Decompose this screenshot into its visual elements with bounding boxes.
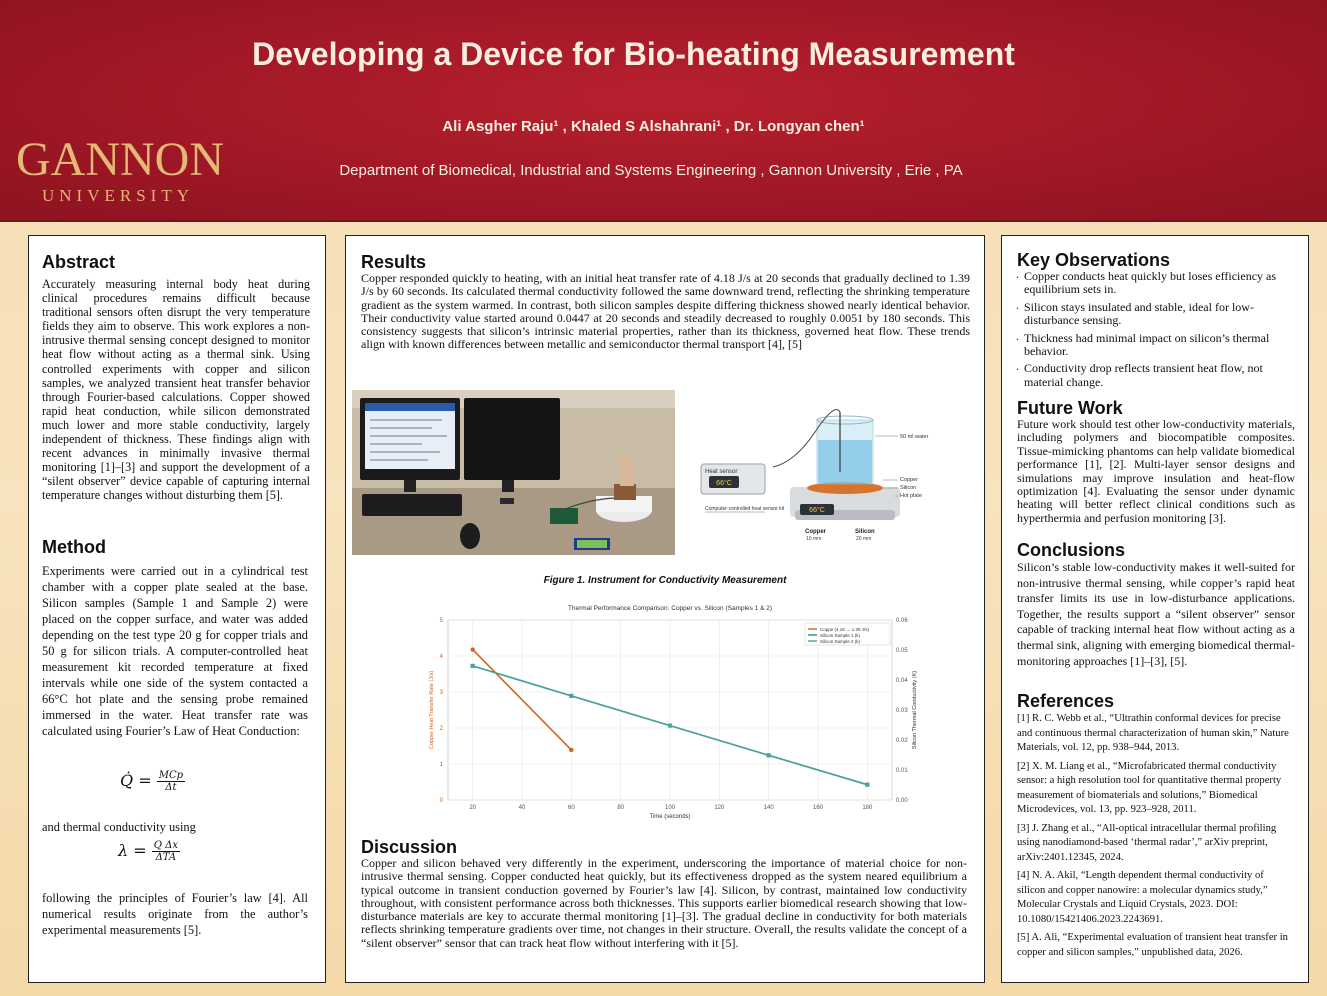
x-tick-label: 160 bbox=[812, 805, 824, 811]
y-tick-label: 1 bbox=[439, 762, 443, 768]
method-end-text: following the principles of Fourier’s law [4]. All numerical results originate from the author’s experimental measurements [5]. bbox=[42, 891, 308, 937]
abstract-text: Accurately measuring internal body heat during clinical procedures remains difficult because traditional sensors often disrupt the very temperature fields they aim to observe. This work explores a non-intrusive thermal sensing concept designed to monitor heat flow without acting as a thermal sink. Using controlled experiments with copper and silicon samples, we analyzed transient heat transfer behavior through Fourier-based calculations. Copper showed rapid heat conduction, while silicon demonstrated much lower and more stable conductivity, largely independent of thickness. These findings align with recent advances in minimally invasive thermal monitoring [1]–[3] and support the development of a “silent observer” device capable of capturing internal temperature changes without disturbing them [5]. bbox=[42, 277, 310, 503]
reference-item: [4] N. A. Akil, “Length dependent thermal conductivity of silicon and copper nanowire: a molecular dynamics study,” Molecular Crystals and Liquid Crystals, 2023. DOI: 10.1080/15421406.2023.2243691. bbox=[1017, 870, 1268, 925]
discussion-heading: Discussion bbox=[361, 837, 458, 857]
conductivity-equation bbox=[118, 840, 180, 863]
observation-item: . Silicon stays insulated and stable, ideal for low-disturbance sensing. bbox=[1016, 301, 1292, 328]
reference-item: [5] A. Ali, “Experimental evaluation of transient heat transfer in copper and silicon samples,” unpublished data, 2026. bbox=[1017, 932, 1288, 958]
conclusions-heading: Conclusions bbox=[1017, 540, 1126, 560]
heat-rate-fraction bbox=[157, 770, 185, 793]
data-point bbox=[569, 694, 573, 698]
x-tick-label: 60 bbox=[567, 805, 575, 811]
x-axis-label: Time (seconds) bbox=[649, 814, 691, 820]
instrument-diagram-svg bbox=[695, 392, 970, 554]
conductivity-fraction bbox=[152, 840, 180, 863]
y2-tick-label: 0.06 bbox=[896, 618, 908, 624]
reference-item: [3] J. Zhang et al., “All-optical intracellular thermal profiling using nanodiamond-based ‘thermal radar’,” arXiv preprint, arXiv:2401.12345, 2024. bbox=[1017, 822, 1277, 863]
y-tick-label: 0 bbox=[439, 798, 443, 804]
conductivity-equation-lhs: λ = bbox=[118, 841, 147, 860]
y-axis-label: Copper Heat Transfer Rate (J/s) bbox=[429, 670, 435, 750]
kit-label: Computer-controlled heat sensor kit bbox=[705, 506, 785, 512]
data-point bbox=[569, 748, 573, 752]
sensor-temp-display: 66°C bbox=[716, 480, 732, 487]
y2-tick-label: 0.05 bbox=[896, 648, 908, 654]
y-tick-label: 4 bbox=[439, 654, 443, 660]
lab-setup-photo bbox=[352, 390, 675, 555]
heat-rate-denominator: Δt bbox=[165, 782, 177, 793]
method-mid-text: and thermal conductivity using bbox=[42, 820, 196, 834]
x-tick-label: 140 bbox=[763, 805, 774, 811]
y2-tick-label: 0.03 bbox=[896, 708, 908, 714]
references-heading: References bbox=[1017, 691, 1115, 711]
legend-entry: Coppe (4.18 → 1.39 J/s) bbox=[820, 626, 870, 632]
plate-temp-display: 66°C bbox=[809, 507, 825, 514]
poster-department: Department of Biomedical, Industrial and Systems Engineering , Gannon University , Erie , PA bbox=[339, 162, 963, 179]
heat-rate-equation-lhs: Q̇ = bbox=[120, 771, 152, 790]
poster-title: Developing a Device for Bio-heating Measurement bbox=[252, 36, 1015, 72]
silicon-sample-label: Silicon bbox=[855, 529, 875, 535]
y2-axis-label: Silicon Thermal Conductivity (K) bbox=[912, 670, 918, 750]
heat-rate-numerator: MCp bbox=[158, 770, 183, 781]
university-logo-wordmark: GANNON bbox=[16, 133, 224, 186]
data-point bbox=[865, 783, 869, 787]
x-tick-label: 20 bbox=[469, 805, 477, 811]
copper-thickness: 10 mm bbox=[806, 536, 822, 542]
university-logo-subtitle: UNIVERSITY bbox=[42, 186, 194, 205]
thermal-performance-chart bbox=[420, 600, 920, 822]
data-point bbox=[470, 647, 474, 651]
abstract-heading: Abstract bbox=[42, 252, 116, 272]
y2-tick-label: 0.02 bbox=[896, 738, 908, 744]
key-observations-heading: Key Observations bbox=[1017, 250, 1171, 270]
y-tick-label: 2 bbox=[439, 726, 443, 732]
conclusions-text: Silicon’s stable low-conductivity makes it well-suited for non-intrusive thermal sensing, while copper’s rapid heat transfer limits its use in low-disturbance applications. Together, the results support a “silent observer” sensor capable of tracking internal heat flow without acting as a thermal sink, aligning with emerging biomedical thermal-monitoring approaches [1]–[3], [5]. bbox=[1017, 560, 1295, 668]
results-heading: Results bbox=[361, 252, 427, 272]
reference-item: [2] X. M. Liang et al., “Microfabricated thermal conductivity sensor: a high resolution tool for quantitative thermal property measurement of biomaterials and solutions,” Biomedical Microdevices, vol. 13, pp. 923–928, 2011. bbox=[1017, 760, 1282, 815]
silicon-thickness: 20 mm bbox=[856, 536, 872, 542]
conductivity-denominator: ΔTA bbox=[155, 852, 177, 863]
y2-tick-label: 0.00 bbox=[896, 798, 908, 804]
data-point bbox=[471, 664, 475, 668]
chart-title: Thermal Performance Comparison: Copper vs. Silicon (Samples 1 & 2) bbox=[567, 605, 773, 612]
x-tick-label: 40 bbox=[518, 805, 526, 811]
lab-setup-illustration bbox=[352, 390, 675, 555]
future-work-text: Future work should test other low-conductivity materials, including polymers and biocompatible composites. Tissue-mimicking phantoms can help validate biomedical performance [1], [2]. Multi-layer sensor designs and simulations may improve insulation and heat-flow optimization [4]. Evaluating the sensor under dynamic heating will better reflect clinical conditions such as hyperthermia and perfusion monitoring [3]. bbox=[1017, 417, 1295, 525]
results-text: Copper responded quickly to heating, with an initial heat transfer rate of 4.18 J/s at 20 seconds that gradually declined to 1.39 J/s by 60 seconds. Its calculated thermal conductivity followed the same downward trend, reflecting the shrinking temperature gradient as the system warmed. In contrast, both silicon samples despite differing thickness showed nearly identical behavior. Their conductivity value started around 0.0447 at 20 seconds and steadily decreased to roughly 0.0051 by 180 seconds. This consistency suggests that silicon’s intrinsic material properties, rather than its thickness, governed heat flow. These trends align with known differences between metallic and semiconductor thermal transport [4], [5] bbox=[361, 271, 970, 352]
method-heading: Method bbox=[42, 537, 106, 557]
method-text: Experiments were carried out in a cylindrical test chamber with a copper plate sealed at the base. Silicon samples (Sample 1 and Sample 2) were placed on the copper surface, and water was added depending on the test type 20 g for copper trials and 50 g for silicon trials. A computer-controlled heat measurement kit recorded temperature at fixed intervals while one side of the system contacted a 66°C hot plate and the sensing probe remained immersed in the water. Heat transfer rate was calculated using Fourier’s Law of Heat Conduction: bbox=[42, 564, 308, 738]
observation-item: . Copper conducts heat quickly but loses efficiency as equilibrium sets in. bbox=[1016, 270, 1292, 297]
heat-sensor-label: Heat sensor bbox=[705, 469, 738, 475]
discussion-text: Copper and silicon behaved very differently in the experiment, underscoring the importance of material choice for non-intrusive thermal sensing. Copper conducted heat quickly, but its effectiveness dropped as the system neared equilibrium a typical outcome in transient conduction governed by Fourier’s law [4]. Silicon, by contrast, maintained low conductivity throughout, with consistent performance across both thicknesses. This supports earlier biomedical research showing that low-disturbance materials are key to accurate thermal monitoring [1]–[3]. The gradual decline in conductivity for both materials reflects shrinking temperature gradients over time, not changes in their structure. Overall, the results validate the concept of a “silent observer” sensor that can track heat flow without interfering with it [5]. bbox=[361, 856, 967, 950]
reference-item: [1] R. C. Webb et al., “Ultrathin conformal devices for precise and continuous thermal characterization of human skin,” Nature Materials, vol. 12, pp. 938–944, 2013. bbox=[1017, 713, 1289, 753]
figure-caption: Figure 1. Instrument for Conductivity Measurement bbox=[543, 575, 787, 586]
header-banner bbox=[0, 0, 1327, 222]
heat-rate-equation bbox=[120, 770, 185, 793]
y-tick-label: 5 bbox=[439, 618, 443, 624]
data-point bbox=[668, 724, 672, 728]
copper-sample-label: Copper bbox=[805, 529, 826, 535]
conductivity-numerator: Q Δx bbox=[153, 840, 178, 851]
x-tick-label: 100 bbox=[664, 805, 676, 811]
silicon-callout: Silicon bbox=[900, 485, 917, 491]
x-tick-label: 120 bbox=[714, 805, 725, 811]
hot-plate-callout: Hot plate bbox=[900, 493, 923, 499]
legend-entry: Silicon Sample 2 (k) bbox=[820, 638, 861, 644]
instrument-diagram bbox=[695, 392, 970, 554]
y2-tick-label: 0.04 bbox=[896, 678, 908, 684]
references-list bbox=[1017, 712, 1293, 964]
poster-authors: Ali Asgher Raju¹ , Khaled S Alshahrani¹ , Dr. Longyan chen¹ bbox=[442, 118, 865, 135]
x-tick-label: 180 bbox=[862, 805, 873, 811]
x-tick-label: 80 bbox=[617, 805, 625, 811]
key-observations-list bbox=[1016, 270, 1292, 393]
copper-callout: Copper bbox=[900, 477, 919, 483]
y-tick-label: 3 bbox=[439, 690, 443, 696]
water-label: 50 ml water bbox=[900, 434, 929, 440]
future-work-heading: Future Work bbox=[1017, 398, 1123, 418]
y2-tick-label: 0.01 bbox=[896, 768, 908, 774]
legend-entry: Silicon Sample 1 (k) bbox=[820, 632, 861, 638]
observation-item: . Thickness had minimal impact on silicon’s thermal behavior. bbox=[1016, 332, 1292, 359]
data-point bbox=[767, 753, 771, 757]
observation-item: . Conductivity drop reflects transient heat flow, not material change. bbox=[1016, 362, 1292, 389]
